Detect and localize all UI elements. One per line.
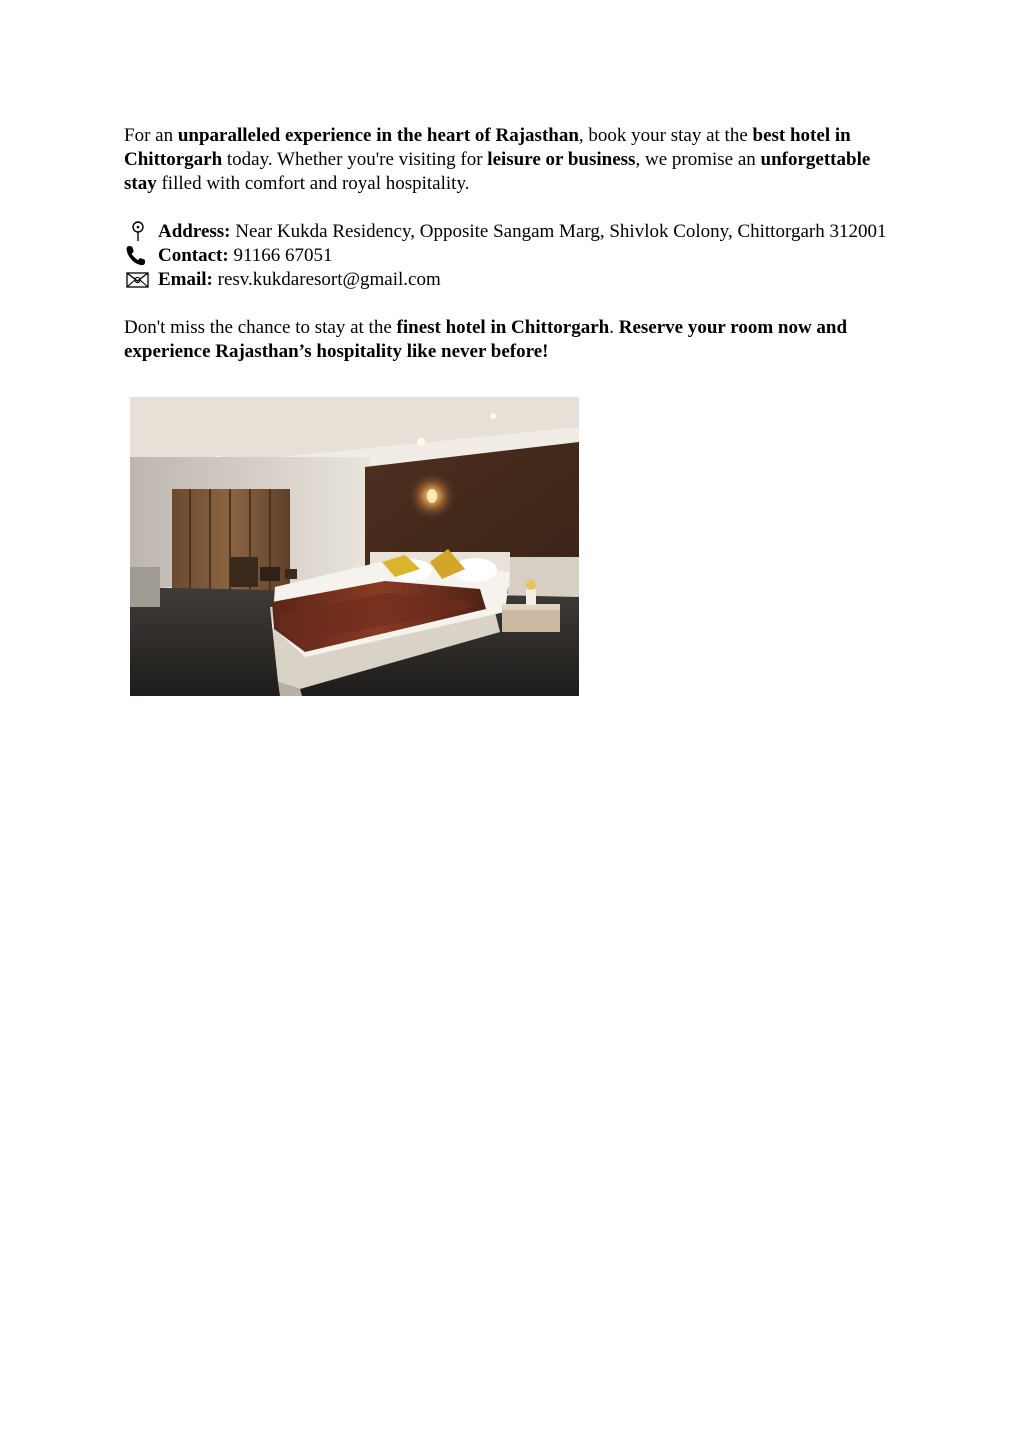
contact-value: 91166 67051 [228,245,333,266]
intro-text-5: filled with comfort and royal hospitality. [156,173,470,194]
intro-text-4: , we promise an [635,149,761,170]
intro-paragraph [124,124,904,196]
intro-bold-2: best hotel in Chittorgarh [124,125,851,170]
closing-text-1: Don't miss the chance to stay at the [124,317,397,338]
closing-text-2: . [609,317,619,338]
intro-text-3: today. Whether you're visiting for [222,149,488,170]
intro-bold-4: unforgettable stay [124,149,871,194]
envelope-icon [124,268,150,288]
email-line [124,268,904,292]
email-label: Email: [158,269,213,290]
closing-paragraph [124,316,904,364]
intro-text-2: , book your stay at the [578,125,753,146]
address-line [124,220,904,244]
map-pin-icon [124,220,150,240]
intro-bold-3: leisure or business [487,149,636,170]
contact-label: Contact: [158,245,229,266]
document-body [124,124,904,364]
contact-line [124,244,904,268]
closing-bold-2: Reserve your room now and experience Rajasthan’s hospitality like never before! [124,317,848,362]
address-value: Near Kukda Residency, Opposite Sangam Marg, Shivlok Colony, Chittorgarh 312001 [230,221,887,242]
closing-bold-1: finest hotel in Chittorgarh [396,317,610,338]
email-value: resv.kukdaresort@gmail.com [212,269,441,290]
hotel-room-photo [130,397,579,696]
address-label: Address: [158,221,231,242]
intro-bold-1: unparalleled experience in the heart of Rajasthan [177,125,579,146]
intro-text-1: For an [124,125,178,146]
phone-icon [124,244,150,264]
